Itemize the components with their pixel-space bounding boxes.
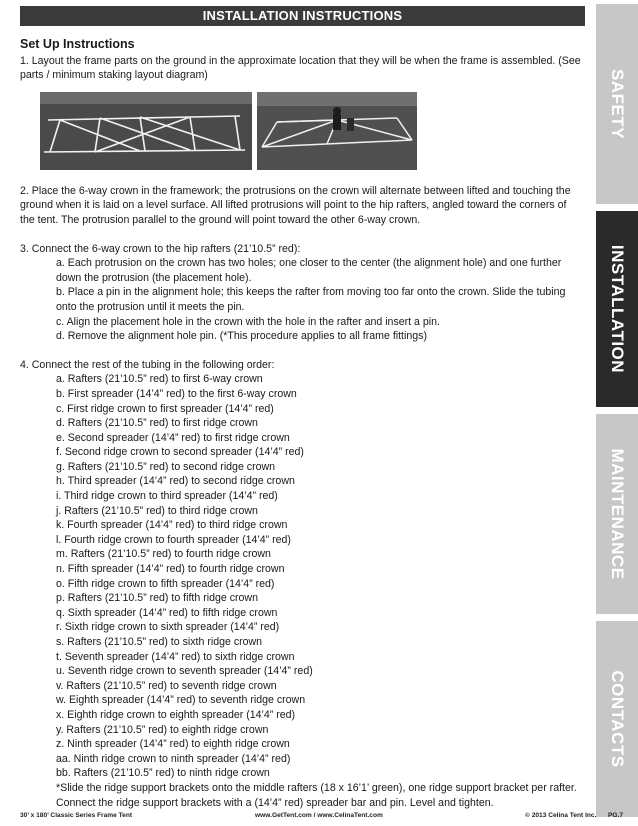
tab-safety[interactable] (596, 4, 638, 204)
tab-installation-label: INSTALLATION (608, 244, 627, 374)
step-4-intro: 4. Connect the rest of the tubing in the following order: (20, 358, 275, 371)
list-item: d. Rafters (21’10.5” red) to first ridge crown (56, 417, 258, 430)
list-item: f. Second ridge crown to second spreader (14’4” red) (56, 446, 304, 459)
list-item: m. Rafters (21’10.5” red) to fourth ridge crown (56, 548, 271, 561)
list-item: z. Ninth spreader (14’4” red) to eighth ridge crown (56, 738, 290, 751)
list-item: y. Rafters (21’10.5” red) to eighth ridge crown (56, 723, 269, 736)
list-item: u. Seventh ridge crown to seventh spreader (14’4” red) (56, 665, 313, 678)
list-item: k. Fourth spreader (14’4” red) to third ridge crown (56, 519, 288, 532)
step-3-intro: 3. Connect the 6-way crown to the hip rafters (21’10.5” red): (20, 242, 301, 255)
list-item: l. Fourth ridge crown to fourth spreader (14’4” red) (56, 533, 291, 546)
list-item: t. Seventh spreader (14’4” red) to sixth ridge crown (56, 650, 295, 663)
list-item: b. Place a pin in the alignment hole; this keeps the rafter from moving too far onto the crown. Slide the tubing onto the protrusion until it meets the pin. (56, 286, 566, 313)
list-item: a. Rafters (21’10.5” red) to first 6-way crown (56, 373, 263, 386)
list-item: g. Rafters (21’10.5” red) to second ridge crown (56, 460, 276, 473)
frame-layout-photo-1 (40, 92, 252, 170)
section-tabs (596, 0, 638, 826)
step-1: 1. Layout the frame parts on the ground in the approximate location that they will be when the frame is assembled. (See parts / minimum staking layout diagram) (20, 54, 581, 82)
list-item: a. Each protrusion on the crown has two holes; one closer to the center (the alignment hole) and one further down the protrusion (the placement hole). (56, 257, 562, 284)
footer-product: 30’ x 180’ Classic Series Frame Tent (20, 812, 133, 819)
list-item: x. Eighth ridge crown to eighth spreader (14’4” red) (56, 708, 296, 721)
step-2: 2. Place the 6-way crown in the framework; the protrusions on the crown will alternate between lifted and touching the ground when it is laid on a level surface. All lifted protrusions will point to the hip rafters, angled toward the corners of the tent. The protrusion parallel to the ground will point toward the other 6-way crown. (20, 184, 571, 226)
list-item: bb. Rafters (21’10.5” red) to ninth ridge crown (56, 767, 270, 780)
layout-photos (40, 92, 582, 170)
list-item: i. Third ridge crown to third spreader (14’4” red) (56, 490, 278, 503)
tab-installation[interactable] (596, 211, 638, 407)
list-item: d. Remove the alignment hole pin. (*This procedure applies to all frame fittings) (56, 330, 427, 343)
tab-maintenance-label: MAINTENANCE (608, 448, 627, 580)
section-banner: INSTALLATION INSTRUCTIONS (20, 6, 585, 26)
list-item: q. Sixth spreader (14’4” red) to fifth ridge crown (56, 606, 278, 619)
list-item: p. Rafters (21’10.5” red) to fifth ridge crown (56, 592, 258, 605)
footer-copyright: © 2013 Celina Tent Inc. (525, 812, 597, 819)
page-number: PG.7 (608, 812, 624, 819)
list-item: o. Fifth ridge crown to fifth spreader (14’4” red) (56, 577, 275, 590)
tab-safety-label: SAFETY (608, 68, 627, 140)
instructions-content (20, 37, 582, 810)
list-item: c. Align the placement hole in the crown with the hole in the rafter and insert a pin. (56, 315, 440, 328)
list-item: b. First spreader (14’4” red) to the first 6-way crown (56, 387, 297, 400)
tab-contacts[interactable] (596, 621, 638, 817)
step-4-list (20, 372, 582, 810)
list-item: e. Second spreader (14’4” red) to first ridge crown (56, 431, 290, 444)
list-item: aa. Ninth ridge crown to ninth spreader (14’4” red) (56, 752, 291, 765)
list-item: w. Eighth spreader (14’4” red) to seventh ridge crown (56, 694, 306, 707)
ridge-support-note: *Slide the ridge support brackets onto the middle rafters (18 x 16’1’ green), one ridge support bracket per rafter. Connect the ridge support brackets with a (14’4” red) spreader bar and pin. Level and tighten. (56, 781, 577, 809)
frame-layout-photo-2 (257, 92, 417, 170)
list-item: s. Rafters (21’10.5” red) to sixth ridge crown (56, 636, 263, 648)
list-item: v. Rafters (21’10.5” red) to seventh ridge crown (56, 679, 277, 692)
section-title: Set Up Instructions (20, 37, 135, 51)
tab-maintenance[interactable] (596, 414, 638, 614)
footer-links[interactable]: www.GetTent.com / www.CelinaTent.com (255, 812, 383, 819)
list-item: c. First ridge crown to first spreader (14’4” red) (56, 402, 274, 415)
tab-contacts-label: CONTACTS (608, 670, 627, 768)
list-item: h. Third spreader (14’4” red) to second ridge crown (56, 475, 295, 488)
list-item: j. Rafters (21’10.5” red) to third ridge crown (56, 504, 258, 517)
list-item: n. Fifth spreader (14’4” red) to fourth ridge crown (56, 563, 285, 576)
list-item: r. Sixth ridge crown to sixth spreader (14’4” red) (56, 621, 280, 634)
step-3-list (20, 256, 582, 344)
